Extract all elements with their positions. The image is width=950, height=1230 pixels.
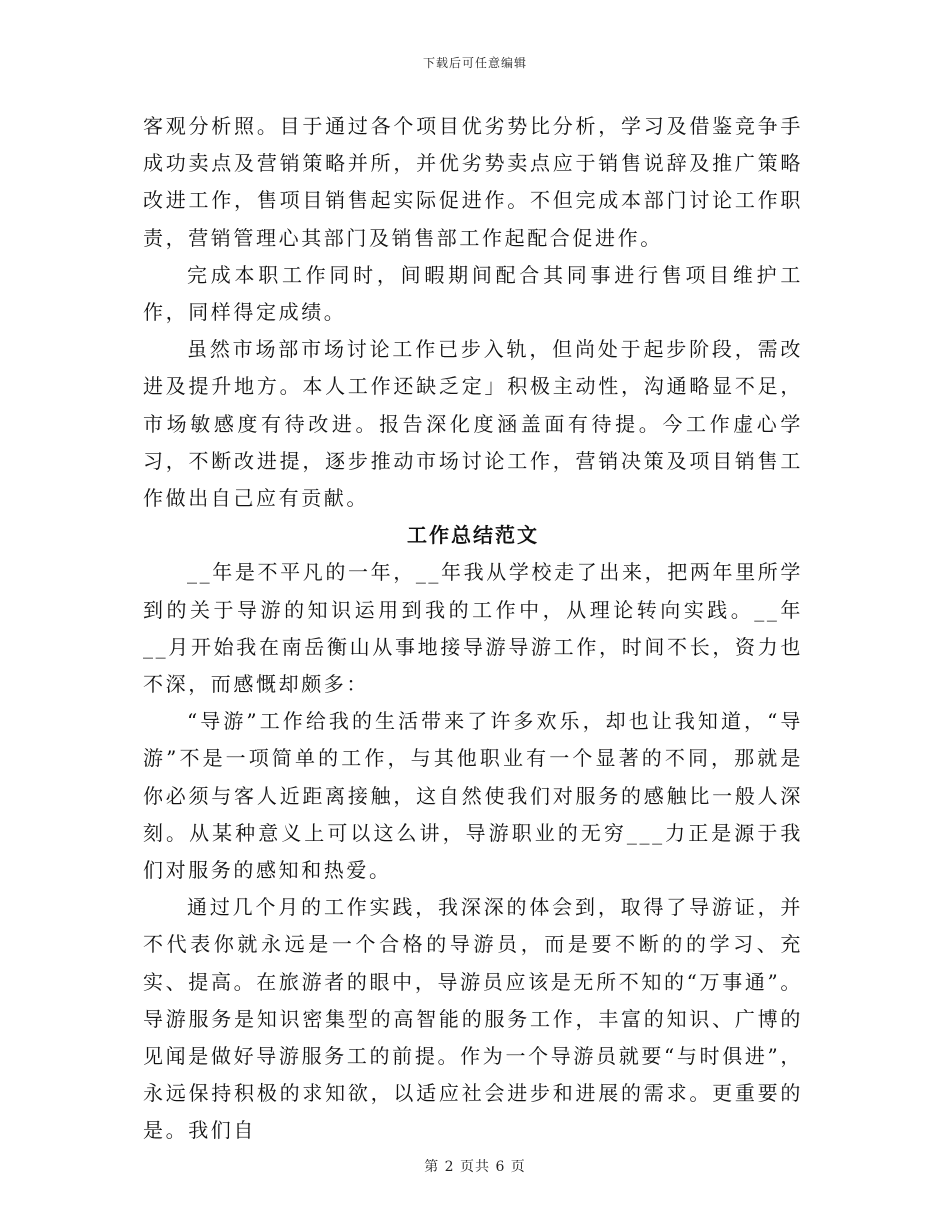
section-paragraph-3: 通过几个月的工作实践，我深深的体会到，取得了导游证，并不代表你就永远是一个合格的导游员，而是要不断的的学习、充实、提高。在旅游者的眼中，导游员应该是无所不知的“万事通”。导游服务是知识密集型的高智能的服务工作，丰富的知识、广博的见闻是做好导游服务工的前提。作为一个导游员就要“与时俱进”，永远保持积极的求知欲，以适应社会进步和进展的需求。更重要的是。我们自 [143,895,803,1143]
paragraph-1: 客观分析照。目于通过各个项目优劣势比分析，学习及借鉴竞争手成功卖点及营销策略并所，并优劣势卖点应于销售说辞及推广策略改进工作，售项目销售起实际促进作。不但完成本部门讨论工作职责，营销管理心其部门及销售部工作起配合促进作。 [143,114,803,250]
page-footer: 第 2 页共 6 页 [424,1159,526,1175]
paragraph-3: 虽然市场部市场讨论工作已步入轨，但尚处于起步阶段，需改进及提升地方。本人工作还缺乏定」积极主动性，沟通略显不足，市场敏感度有待改进。报告深化度涵盖面有待提。今工作虚心学习，不断改进提，逐步推动市场讨论工作，营销决策及项目销售工作做出自己应有贡献。 [143,337,803,511]
document-body [143,108,803,1150]
section-paragraph-2: “导游”工作给我的生活带来了许多欢乐，却也让我知道，“导游”不是一项简单的工作，与其他职业有一个显著的不同，那就是你必须与客人近距离接触，这自然使我们对服务的感触比一般人深刻。从某种意义上可以这么讲，导游职业的无穷___力正是源于我们对服务的感知和热爱。 [143,709,803,883]
section-title: 工作总结范文 [407,523,539,548]
page-header: 下载后可任意编辑 [422,56,527,70]
section-paragraph-1: __年是不平凡的一年，__年我从学校走了出来，把两年里所学到的关于导游的知识运用到我的工作中，从理论转向实践。__年__月开始我在南岳衡山从事地接导游导游工作，时间不长，资力也不深，而感慨却颇多： [143,560,803,697]
paragraph-2: 完成本职工作同时，间暇期间配合其同事进行售项目维护工作，同样得定成绩。 [143,262,803,325]
